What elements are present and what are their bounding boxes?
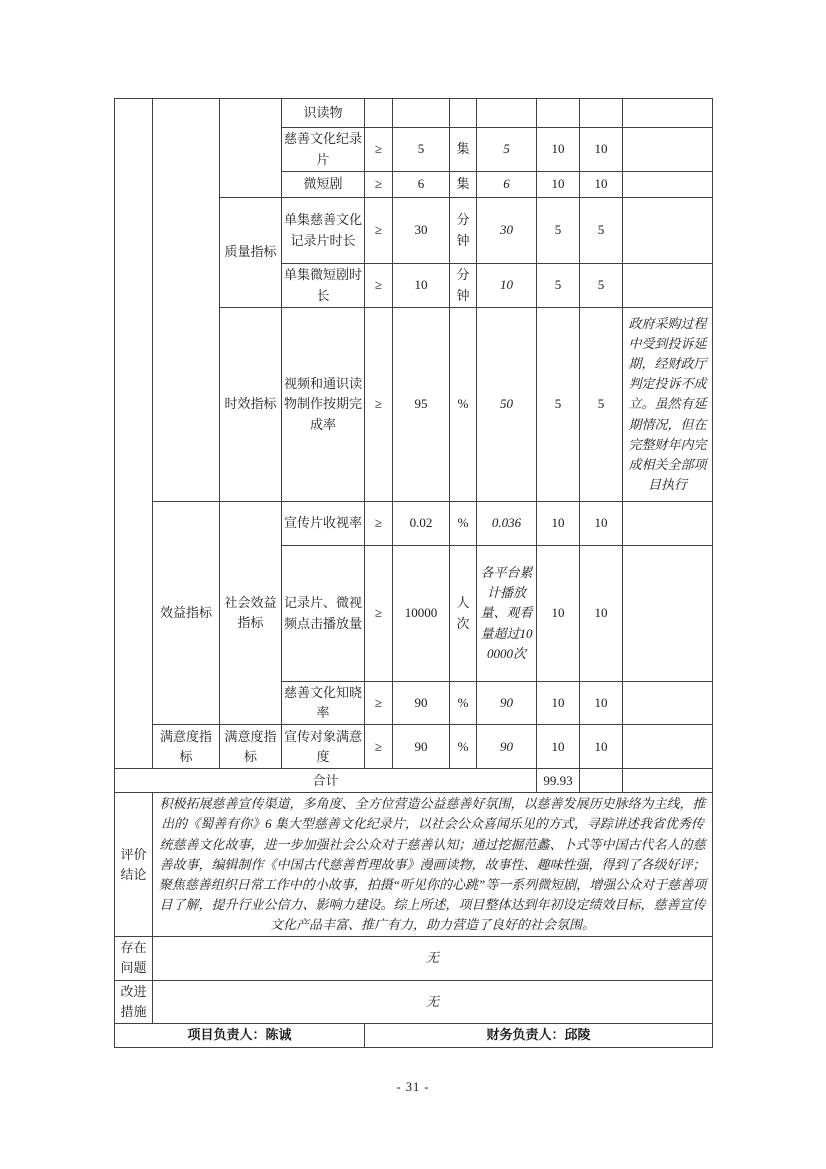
score-cell: 10 (580, 502, 623, 546)
total-row (115, 769, 713, 793)
weight-cell: 5 (537, 264, 580, 308)
total-label-cell: 合计 (115, 769, 537, 793)
comparator-cell (365, 99, 393, 128)
score-cell (580, 99, 623, 128)
target-value-cell: 6 (393, 172, 450, 198)
indicator-name-cell: 慈善文化纪录片 (282, 128, 365, 172)
unit-cell: % (450, 725, 477, 769)
level2-indicator-cell: 质量指标 (220, 198, 282, 308)
note-cell (623, 682, 713, 725)
note-cell (623, 198, 713, 264)
score-cell: 10 (580, 128, 623, 172)
note-cell (623, 769, 713, 793)
actual-value-cell: 10 (477, 264, 537, 308)
level1-indicator-continued-cell (153, 99, 220, 502)
score-cell: 10 (580, 725, 623, 769)
comparator-cell: ≥ (365, 725, 393, 769)
actual-value-cell (477, 99, 537, 128)
managers-row (115, 1023, 713, 1047)
indicator-name-cell: 宣传片收视率 (282, 502, 365, 546)
unit-cell: % (450, 682, 477, 725)
unit-cell: 集 (450, 172, 477, 198)
note-cell (623, 99, 713, 128)
target-value-cell (393, 99, 450, 128)
note-cell: 政府采购过程中受到投诉延期，经财政厅判定投诉不成立。虽然有延期情况，但在完整财年内完成相关全部项目执行 (623, 308, 713, 502)
score-cell: 10 (580, 682, 623, 725)
page-number: - 31 - (396, 1080, 430, 1094)
target-value-cell: 10 (393, 264, 450, 308)
actual-value-cell: 0.036 (477, 502, 537, 546)
comparator-cell: ≥ (365, 172, 393, 198)
comparator-cell: ≥ (365, 546, 393, 682)
problems-row (115, 937, 713, 980)
weight-cell: 10 (537, 682, 580, 725)
weight-cell: 10 (537, 502, 580, 546)
actual-value-cell: 50 (477, 308, 537, 502)
score-cell (580, 769, 623, 793)
weight-cell: 10 (537, 128, 580, 172)
actual-value-cell: 6 (477, 172, 537, 198)
unit-cell: 分钟 (450, 264, 477, 308)
conclusion-row (115, 793, 713, 937)
level1-indicator-cell: 满意度指标 (153, 725, 220, 769)
total-score-cell: 99.93 (537, 769, 580, 793)
weight-cell: 10 (537, 172, 580, 198)
level2-indicator-continued-cell (220, 99, 282, 198)
problems-text-cell: 无 (153, 937, 713, 980)
problems-label-cell: 存在问题 (115, 937, 153, 980)
indicator-name-cell: 宣传对象满意度 (282, 725, 365, 769)
actual-value-cell: 90 (477, 682, 537, 725)
score-cell: 10 (580, 172, 623, 198)
comparator-cell: ≥ (365, 128, 393, 172)
table-row (115, 725, 713, 769)
indicator-name-cell: 微短剧 (282, 172, 365, 198)
weight-cell: 5 (537, 198, 580, 264)
note-cell (623, 725, 713, 769)
unit-cell: 集 (450, 128, 477, 172)
note-cell (623, 264, 713, 308)
comparator-cell: ≥ (365, 264, 393, 308)
note-cell (623, 128, 713, 172)
table-row (115, 502, 713, 546)
target-value-cell: 30 (393, 198, 450, 264)
improvements-row (115, 980, 713, 1023)
indicator-name-cell: 慈善文化知晓率 (282, 682, 365, 725)
weight-cell: 10 (537, 546, 580, 682)
weight-cell: 5 (537, 308, 580, 502)
score-cell: 10 (580, 546, 623, 682)
indicator-name-cell: 视频和通识读物制作按期完成率 (282, 308, 365, 502)
comparator-cell: ≥ (365, 198, 393, 264)
level1-indicator-cell: 效益指标 (153, 502, 220, 725)
indicator-name-cell: 识读物 (282, 99, 365, 128)
level2-indicator-cell: 满意度指标 (220, 725, 282, 769)
note-cell (623, 546, 713, 682)
target-value-cell: 90 (393, 682, 450, 725)
conclusion-label-cell: 评价结论 (115, 793, 153, 937)
improvements-text-cell: 无 (153, 980, 713, 1023)
level2-indicator-cell: 时效指标 (220, 308, 282, 502)
conclusion-text-cell: 积极拓展慈善宣传渠道，多角度、全方位营造公益慈善好氛围，以慈善发展历史脉络为主线，推出的《蜀善有你》6 集大型慈善文化纪录片，以社会公众喜闻乐见的方式，寻踪讲述我省优秀传统慈善文化故事，进一步加强社会公众对于慈善认知；通过挖掘范蠡、卜式等中国古代名人的慈善故事，编辑制作《中国古代慈善哲理故事》漫画读物，故事性、趣味性强，得到了各级好评；聚焦慈善组织日常工作中的小故事，拍摄“听见你的心跳”等一系列微短剧，增强公众对于慈善项目了解，提升行业公信力、影响力建设。综上所述，项目整体达到年初设定绩效目标，慈善宣传文化产品丰富、推广有力，助力营造了良好的社会氛围。 (153, 793, 713, 937)
score-cell: 5 (580, 264, 623, 308)
actual-value-cell: 30 (477, 198, 537, 264)
indicator-name-cell: 单集慈善文化记录片时长 (282, 198, 365, 264)
unit-cell: % (450, 308, 477, 502)
improvements-label-cell: 改进措施 (115, 980, 153, 1023)
actual-value-cell: 90 (477, 725, 537, 769)
level2-indicator-cell: 社会效益指标 (220, 502, 282, 725)
performance-indicator-table (114, 98, 713, 1048)
table-row (115, 99, 713, 128)
target-value-cell: 90 (393, 725, 450, 769)
finance-manager-cell: 财务负责人：邱陵 (365, 1023, 713, 1047)
comparator-cell: ≥ (365, 502, 393, 546)
comparator-cell: ≥ (365, 682, 393, 725)
indicator-name-cell: 单集微短剧时长 (282, 264, 365, 308)
target-value-cell: 10000 (393, 546, 450, 682)
actual-value-cell: 各平台累计播放量、观看量超过100000次 (477, 546, 537, 682)
score-cell: 5 (580, 198, 623, 264)
weight-cell (537, 99, 580, 128)
indicator-name-cell: 记录片、微视频点击播放量 (282, 546, 365, 682)
weight-cell: 10 (537, 725, 580, 769)
target-value-cell: 0.02 (393, 502, 450, 546)
unit-cell: % (450, 502, 477, 546)
actual-value-cell: 5 (477, 128, 537, 172)
comparator-cell: ≥ (365, 308, 393, 502)
note-cell (623, 172, 713, 198)
unit-cell: 分钟 (450, 198, 477, 264)
unit-cell (450, 99, 477, 128)
note-cell (623, 502, 713, 546)
target-value-cell: 95 (393, 308, 450, 502)
target-value-cell: 5 (393, 128, 450, 172)
indicator-class-continued-cell (115, 99, 153, 769)
unit-cell: 人次 (450, 546, 477, 682)
project-manager-cell: 项目负责人：陈诚 (115, 1023, 365, 1047)
score-cell: 5 (580, 308, 623, 502)
